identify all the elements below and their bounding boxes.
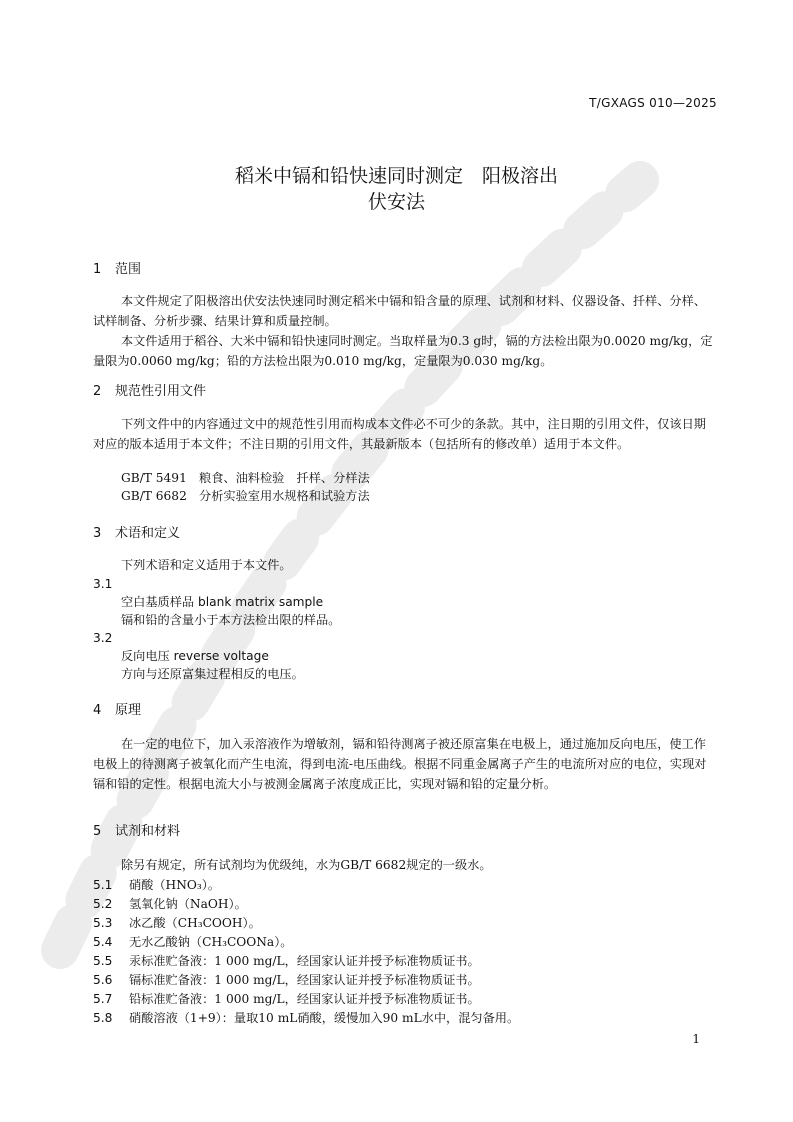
term-3-1-title: 空白基质样品 blank matrix sample <box>121 595 324 609</box>
item-text: 冰乙酸（CH₃COOH）。 <box>129 916 261 930</box>
document-title-line1: 稻米中镉和铅快速同时测定 阳极溶出 <box>234 165 558 187</box>
item-text: 铅标准贮备液：1 000 mg/L，经国家认证并授予标准物质证书。 <box>129 992 480 1006</box>
section-4-paragraph-1: 在一定的电位下，加入汞溶液作为增敏剂，镉和铅待测离子被还原富集在电极上，通过施加反向电压，使工作电极上的待测离子被氧化而产生电流，得到电流-电压曲线。根据不同重金属离子产生的电流所对应的电位，实现对镉和铅的定性。根据电流大小与被测金属离子浓度成正比，实现对镉和铅的定量分析。 <box>93 737 707 791</box>
item-number: 5.2 <box>93 897 113 911</box>
section-3-heading <box>93 525 180 543</box>
list-item-5-1 <box>93 875 220 895</box>
item-number: 5.8 <box>93 1011 113 1025</box>
section-2-heading <box>93 383 206 401</box>
item-number: 5.4 <box>93 935 113 949</box>
section-number: 5 <box>93 824 102 839</box>
item-text: 汞标准贮备液：1 000 mg/L，经国家认证并授予标准物质证书。 <box>129 954 480 968</box>
section-title: 原理 <box>115 703 142 718</box>
page-number: 1 <box>692 1032 700 1046</box>
document-code: T/GXAGS 010—2025 <box>589 96 717 110</box>
section-number: 2 <box>93 384 102 399</box>
item-text: 镉标准贮备液：1 000 mg/L，经国家认证并授予标准物质证书。 <box>129 973 480 987</box>
item-text: 无水乙酸钠（CH₃COONa）。 <box>129 935 293 949</box>
section-title: 试剂和材料 <box>115 824 181 839</box>
term-3-2-number: 3.2 <box>93 631 113 645</box>
section-1-heading <box>93 261 141 279</box>
section-1-paragraph-1: 本文件规定了阳极溶出伏安法快速同时测定稻米中镉和铅含量的原理、试剂和材料、仪器设备、扦样、分样、试样制备、分析步骤、结果计算和质量控制。 <box>93 294 706 328</box>
item-text: 硝酸溶液（1+9）：量取10 mL硝酸，缓慢加入90 mL水中，混匀备用。 <box>129 1011 520 1025</box>
list-item-5-3 <box>93 913 261 933</box>
section-5-heading <box>93 823 180 841</box>
section-number: 4 <box>93 703 102 718</box>
item-number: 5.6 <box>93 973 113 987</box>
item-text: 氢氧化钠（NaOH）。 <box>129 897 247 911</box>
section-title: 术语和定义 <box>115 526 181 541</box>
item-number: 5.7 <box>93 992 113 1006</box>
list-item-5-7 <box>93 989 480 1009</box>
section-2-paragraph-1: 下列文件中的内容通过文中的规范性引用而构成本文件必不可少的条款。其中，注日期的引用文件，仅该日期对应的版本适用于本文件；不注日期的引用文件，其最新版本（包括所有的修改单）适用于本文件。 <box>93 417 706 451</box>
list-item-5-6 <box>93 970 480 990</box>
section-1-paragraph-2: 本文件适用于稻谷、大米中镉和铅快速同时测定。当取样量为0.3 g时，镉的方法检出限为0.0020 mg/kg，定量限为0.0060 mg/kg；铅的方法检出限为0.010 mg/kg，定量限为0.030 mg/kg。 <box>93 334 713 368</box>
list-item-5-5 <box>93 951 480 971</box>
list-item-5-2 <box>93 894 247 914</box>
list-item-5-4 <box>93 932 292 952</box>
term-3-1-number: 3.1 <box>93 577 113 591</box>
item-number: 5.1 <box>93 878 113 892</box>
list-item-5-8 <box>93 1008 519 1028</box>
reference-gbt-6682: GB/T 6682 分析实验室用水规格和试验方法 <box>121 489 370 503</box>
term-3-2-title: 反向电压 reverse voltage <box>121 649 269 663</box>
item-number: 5.5 <box>93 954 113 968</box>
term-3-1-definition: 镉和铅的含量小于本方法检出限的样品。 <box>121 613 341 627</box>
section-title: 范围 <box>115 262 142 277</box>
section-4-heading <box>93 702 141 720</box>
document-title-line2: 伏安法 <box>367 191 425 213</box>
reference-gbt-5491: GB/T 5491 粮食、油料检验 扦样、分样法 <box>121 471 370 485</box>
term-3-2-definition: 方向与还原富集过程相反的电压。 <box>121 667 304 681</box>
section-3-paragraph-1: 下列术语和定义适用于本文件。 <box>121 558 292 572</box>
section-5-paragraph-1: 除另有规定，所有试剂均为优级纯，水为GB/T 6682规定的一级水。 <box>121 858 492 872</box>
section-title: 规范性引用文件 <box>115 384 207 399</box>
item-text: 硝酸（HNO₃）。 <box>129 878 221 892</box>
section-number: 3 <box>93 526 102 541</box>
item-number: 5.3 <box>93 916 113 930</box>
section-number: 1 <box>93 262 102 277</box>
